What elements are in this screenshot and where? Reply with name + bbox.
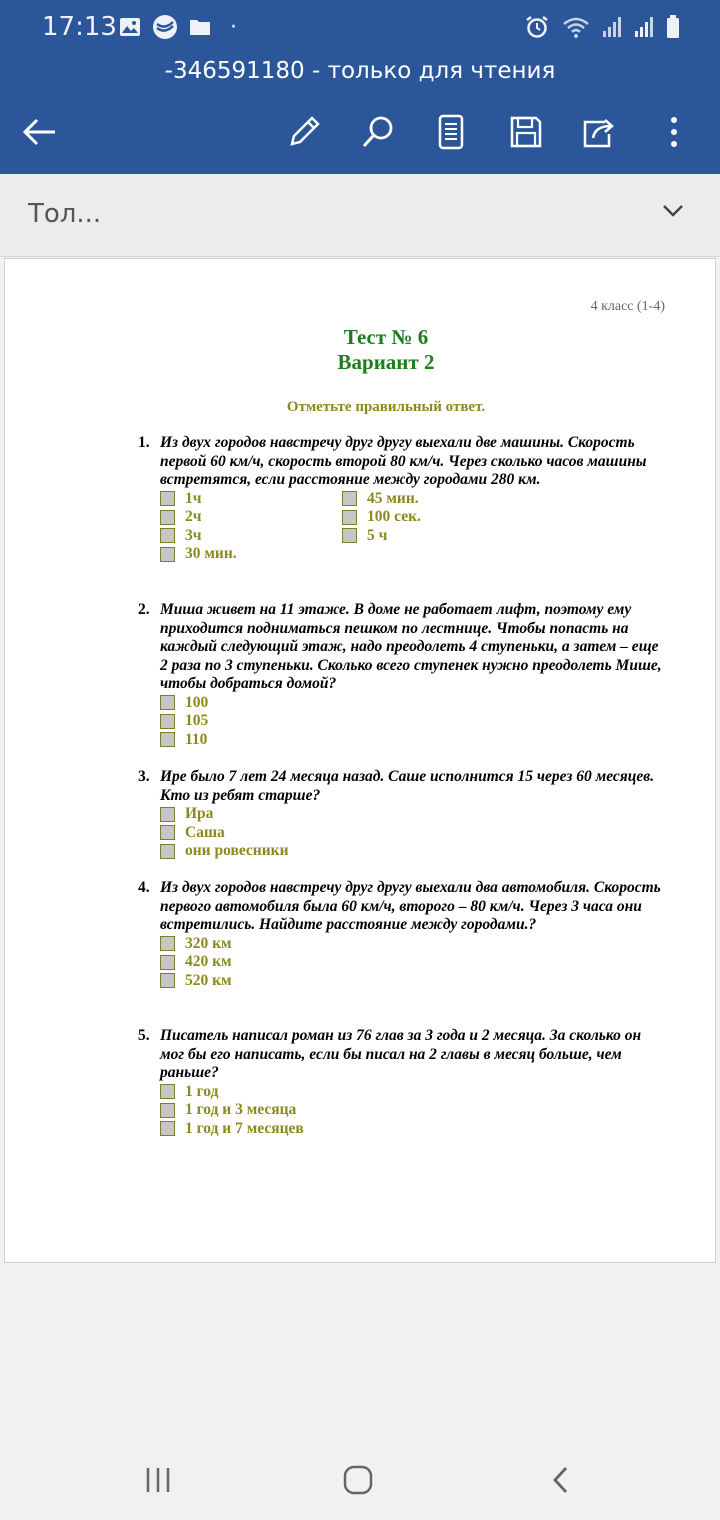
checkbox[interactable] <box>160 714 175 729</box>
edit-button[interactable] <box>282 110 326 154</box>
question-number: 4. <box>138 879 150 896</box>
share-button[interactable] <box>577 110 621 154</box>
checkbox[interactable] <box>160 955 175 970</box>
question-2 <box>138 601 668 749</box>
answer-option[interactable]: 3ч <box>160 527 342 546</box>
question-number: 5. <box>138 1027 150 1044</box>
search-button[interactable] <box>356 110 400 154</box>
answer-option[interactable]: 520 км <box>160 972 668 991</box>
back-icon <box>550 1465 570 1495</box>
checkbox[interactable] <box>160 1084 175 1099</box>
answer-option[interactable]: 100 <box>160 694 668 713</box>
checkbox[interactable] <box>160 491 175 506</box>
answer-option[interactable]: они ровесники <box>160 842 668 861</box>
status-time: 17:13 <box>42 12 117 42</box>
reading-view-icon <box>436 114 466 150</box>
checkbox[interactable] <box>160 510 175 525</box>
home-button[interactable] <box>336 1458 380 1502</box>
back-button[interactable] <box>538 1458 582 1502</box>
back-arrow-button[interactable] <box>18 110 62 154</box>
signal-icon <box>602 16 622 38</box>
app-bar <box>0 0 720 174</box>
document-title: -346591180 - только для чтения <box>164 58 556 84</box>
question-text: Миша живет на 11 этаже. В доме не работает лифт, поэтому ему приходится подниматься пешком по лестнице. Чтобы попасть на каждый следующий этаж, надо преодолеть 4 ступеньки, а затем – еще 2 раза по 3 ступеньки. Сколько всего ступенек нужно преодолеть Мише, чтобы добраться домой? <box>160 601 662 692</box>
answer-option[interactable]: 320 км <box>160 935 668 954</box>
status-bar <box>0 0 720 54</box>
answer-option[interactable]: 1 год и 7 месяцев <box>160 1120 668 1139</box>
checkbox[interactable] <box>160 1121 175 1136</box>
save-button[interactable] <box>504 110 548 154</box>
question-number: 2. <box>138 601 150 618</box>
page-header: 4 класс (1-4) <box>590 299 665 314</box>
checkbox[interactable] <box>160 547 175 562</box>
answer-option[interactable]: 1 год и 3 месяца <box>160 1101 668 1120</box>
home-icon <box>342 1464 374 1496</box>
question-text: Ире было 7 лет 24 месяца назад. Саше исполнится 15 через 60 месяцев. Кто из ребят старше? <box>160 768 655 804</box>
answer-options <box>160 935 668 991</box>
question-text: Из двух городов навстречу друг другу выехали две машины. Скорость первой 60 км/ч, скорость второй 80 км/ч. Через сколько часов машины встретятся, если расстояние между городами 280 км. <box>160 434 647 488</box>
answer-option[interactable]: 5 ч <box>342 527 524 546</box>
signal-2-icon <box>634 16 654 38</box>
share-icon <box>581 114 617 150</box>
answer-options <box>160 694 668 750</box>
document-page <box>4 258 716 1263</box>
chevron-down-icon[interactable] <box>662 204 684 218</box>
answer-option[interactable]: 2ч <box>160 508 342 527</box>
answer-options <box>160 490 668 564</box>
back-arrow-icon <box>22 117 58 147</box>
question-1 <box>138 434 668 564</box>
answer-options <box>160 1083 668 1139</box>
checkbox[interactable] <box>160 825 175 840</box>
instruction: Отметьте правильный ответ. <box>286 399 486 415</box>
test-variant: Вариант 2 <box>337 350 435 374</box>
checkbox[interactable] <box>160 695 175 710</box>
question-text: Писатель написал роман из 76 глав за 3 года и 2 месяца. За сколько он мог бы его написать, если бы писал на 2 главы в месяц больше, чем раньше? <box>160 1027 642 1081</box>
answer-option[interactable]: 420 км <box>160 953 668 972</box>
question-5 <box>138 1027 668 1138</box>
checkbox[interactable] <box>160 528 175 543</box>
folder-icon <box>188 16 212 38</box>
question-4 <box>138 879 668 990</box>
checkbox[interactable] <box>160 807 175 822</box>
status-dot: · <box>230 14 237 40</box>
question-text: Из двух городов навстречу друг другу выехали два автомобиля. Скорость первого автомобиля была 60 км/ч, второго – 80 км/ч. Через 3 часа они встретились. Найдите расстояние между городами.? <box>160 879 661 933</box>
wifi-icon <box>562 15 590 39</box>
recent-apps-icon <box>143 1466 173 1494</box>
battery-icon <box>666 15 680 39</box>
bank-app-icon <box>152 14 178 40</box>
style-bar[interactable] <box>0 174 720 257</box>
answer-option[interactable]: Саша <box>160 824 668 843</box>
answer-option[interactable]: 100 сек. <box>342 508 524 527</box>
checkbox[interactable] <box>160 732 175 747</box>
search-icon <box>360 114 396 150</box>
checkbox[interactable] <box>160 973 175 988</box>
checkbox[interactable] <box>342 491 357 506</box>
pen-icon <box>286 114 322 150</box>
more-icon <box>668 114 680 150</box>
reading-view-button[interactable] <box>429 110 473 154</box>
question-3 <box>138 768 668 861</box>
answer-option[interactable]: Ира <box>160 805 668 824</box>
answer-option[interactable]: 105 <box>160 712 668 731</box>
navigation-bar <box>0 1436 720 1520</box>
save-icon <box>508 114 544 150</box>
answer-option[interactable]: 1ч <box>160 490 342 509</box>
more-options-button[interactable] <box>652 110 696 154</box>
answer-option[interactable]: 110 <box>160 731 668 750</box>
checkbox[interactable] <box>342 510 357 525</box>
answer-option[interactable]: 45 мин. <box>342 490 524 509</box>
recent-apps-button[interactable] <box>136 1458 180 1502</box>
style-label: Тол... <box>28 199 102 229</box>
alarm-icon <box>524 14 550 40</box>
answer-options <box>160 805 668 861</box>
checkbox[interactable] <box>160 936 175 951</box>
checkbox[interactable] <box>342 528 357 543</box>
answer-option[interactable]: 30 мин. <box>160 545 342 564</box>
checkbox[interactable] <box>160 844 175 859</box>
question-number: 1. <box>138 434 150 451</box>
gallery-icon <box>118 16 142 38</box>
checkbox[interactable] <box>160 1103 175 1118</box>
question-number: 3. <box>138 768 150 785</box>
answer-option[interactable]: 1 год <box>160 1083 668 1102</box>
test-title: Тест № 6 <box>343 325 429 349</box>
